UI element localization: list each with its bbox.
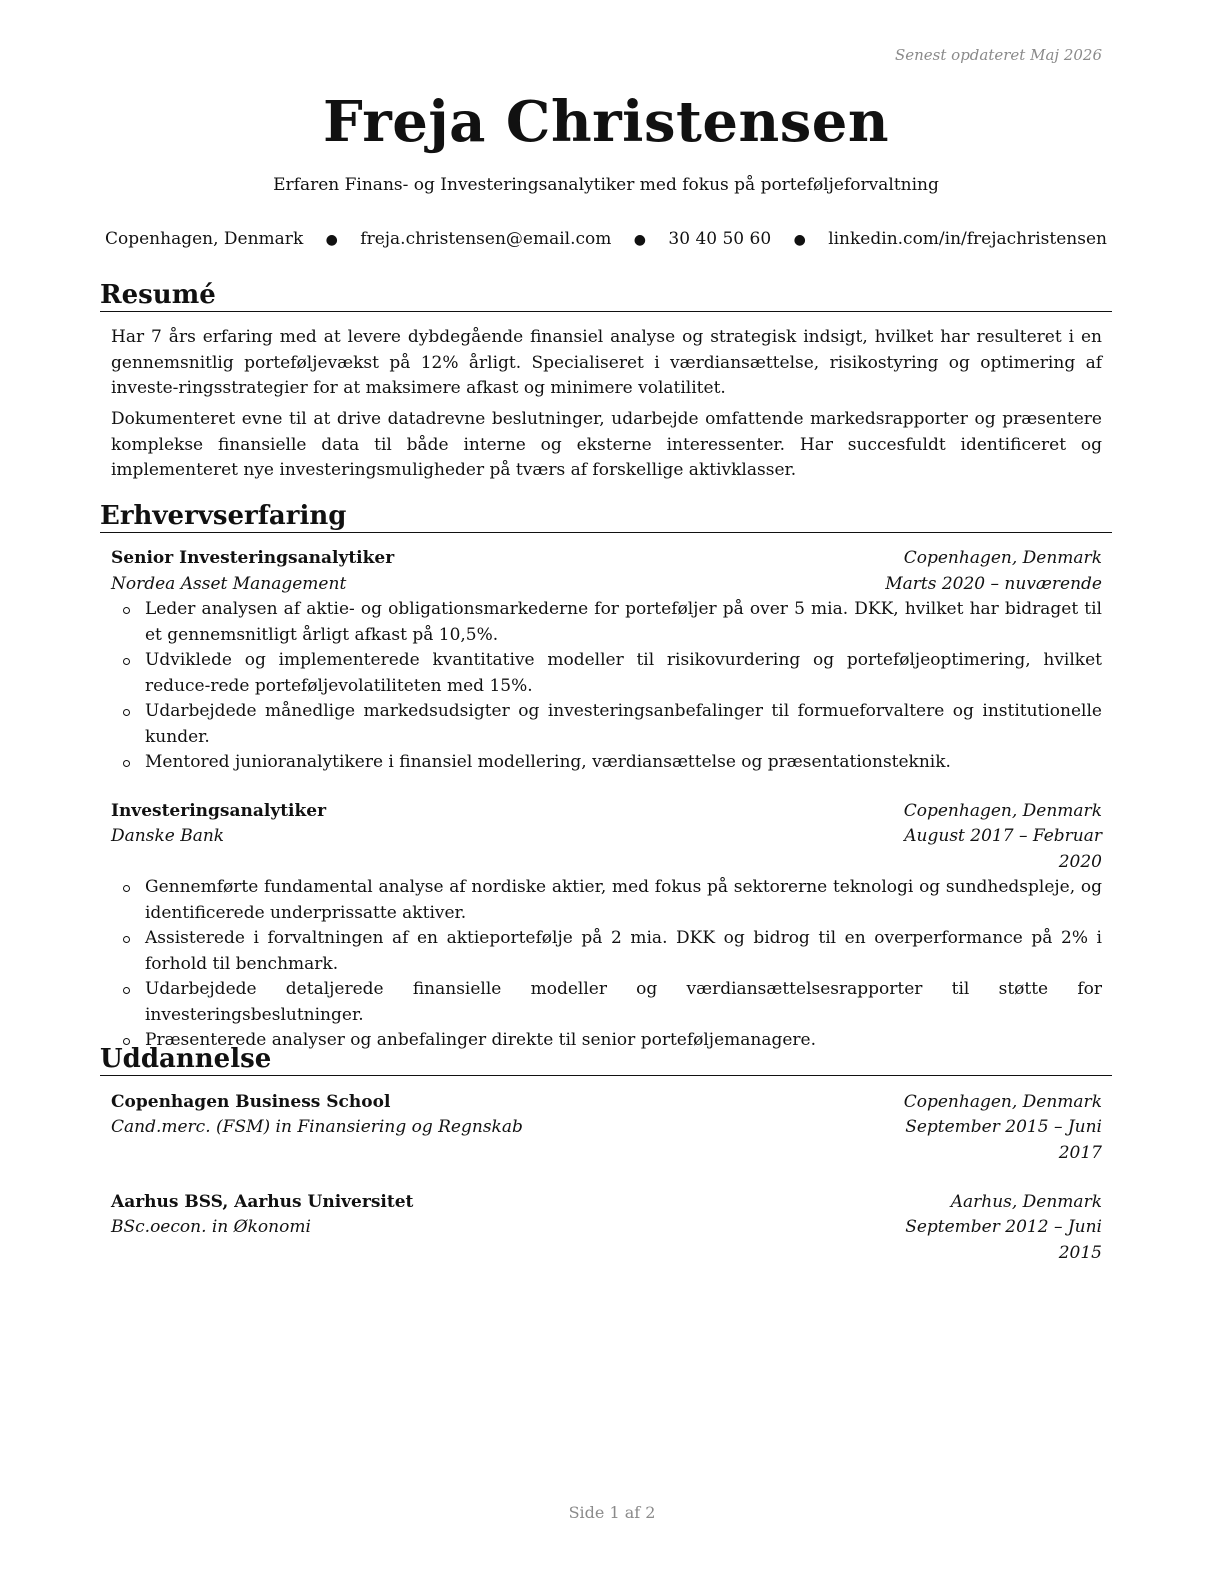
contact-phone: 30 40 50 60 bbox=[668, 229, 772, 249]
person-name: Freja Christensen bbox=[322, 89, 890, 155]
resume-page bbox=[100, 0, 1112, 1584]
circle-bullet-icon bbox=[123, 885, 130, 892]
circle-bullet-icon bbox=[123, 987, 130, 994]
tagline: Erfaren Finans- og Investeringsanalytiker med fokus på porteføljeforvaltning bbox=[273, 175, 939, 195]
list-item: Gennemførte fundamental analyse af nordiske aktier, med fokus på sektorerne teknologi og sundhedspleje, og identificerede underprissatte aktiver. bbox=[111, 875, 1102, 926]
bullet-separator-icon: ● bbox=[633, 232, 646, 248]
summary-paragraph: Dokumenteret evne til at drive datadrevne beslutninger, udarbejde omfattende markedsrapporter og præsentere komplekse finansielle data til både interne og eksterne interessenter. Har succesfuldt identificeret og implementeret nye investeringsmuligheder på tværs af forskellige aktivklasser. bbox=[111, 409, 1102, 480]
job-location: Copenhagen, Denmark bbox=[903, 801, 1102, 821]
section-title-education: Uddannelse bbox=[100, 1043, 1112, 1076]
education-dates: September 2015 – Juni 2017 bbox=[905, 1117, 1102, 1163]
job-dates: August 2017 – Februar 2020 bbox=[904, 826, 1102, 872]
job-location: Copenhagen, Denmark bbox=[903, 548, 1102, 568]
circle-bullet-icon bbox=[123, 936, 130, 943]
bullet-separator-icon: ● bbox=[325, 232, 338, 248]
list-item: Leder analysen af aktie- og obligationsmarkederne for porteføljer på over 5 mia. DKK, hvilket har bidraget til et gennemsnitligt årligt afkast på 10,5%. bbox=[111, 597, 1102, 648]
list-item: Præsenterede analyser og anbefalinger direkte til senior porteføljemanagere. bbox=[111, 1028, 1102, 1054]
last-updated: Senest opdateret Maj 2026 bbox=[894, 46, 1102, 64]
job-role: Investeringsanalytiker bbox=[111, 801, 327, 821]
list-item: Udarbejdede detaljerede finansielle modeller og værdiansættelsesrapporter til støtte for investeringsbeslutninger. bbox=[111, 977, 1102, 1028]
school-name: Aarhus BSS, Aarhus Universitet bbox=[111, 1192, 414, 1212]
school-location: Aarhus, Denmark bbox=[950, 1192, 1102, 1212]
circle-bullet-icon bbox=[123, 658, 130, 665]
circle-bullet-icon bbox=[123, 760, 130, 767]
list-item: Udviklede og implementerede kvantitative modeller til risikovurdering og porteføljeoptimering, hvilket reduce-rede porteføljevolatiliteten med 15%. bbox=[111, 648, 1102, 699]
job-bullets bbox=[111, 597, 1102, 776]
job-role: Senior Investeringsanalytiker bbox=[111, 548, 395, 568]
contact-line bbox=[100, 229, 1112, 249]
job-company: Nordea Asset Management bbox=[111, 574, 347, 594]
contact-location: Copenhagen, Denmark bbox=[105, 229, 304, 249]
school-name: Copenhagen Business School bbox=[111, 1092, 391, 1112]
job-company: Danske Bank bbox=[111, 826, 225, 846]
section-title-experience: Erhvervserfaring bbox=[100, 500, 1112, 533]
list-item: Assisterede i forvaltningen af en aktieportefølje på 2 mia. DKK og bidrog til en overperformance på 2% i forhold til benchmark. bbox=[111, 926, 1102, 977]
degree-name: Cand.merc. (FSM) in Finansiering og Regnskab bbox=[111, 1117, 523, 1137]
circle-bullet-icon bbox=[123, 607, 130, 614]
job-bullets bbox=[111, 875, 1102, 1054]
page-number: Side 1 af 2 bbox=[568, 1503, 656, 1522]
degree-name: BSc.oecon. in Økonomi bbox=[111, 1217, 311, 1237]
list-item: Mentored junioranalytikere i finansiel modellering, værdiansættelse og præsentationsteknik. bbox=[111, 750, 1102, 776]
contact-linkedin[interactable]: linkedin.com/in/frejachristensen bbox=[828, 229, 1107, 249]
summary-paragraph: Har 7 års erfaring med at levere dybdegående finansiel analyse og strategisk indsigt, hvilket har resulteret i en gennemsnitlig porteføljevækst på 12% årligt. Specialiseret i værdiansættelse, risikostyring og optimering af investe-ringsstrategier for at maksimere afkast og minimere volatilitet. bbox=[111, 327, 1102, 398]
job-dates: Marts 2020 – nuværende bbox=[885, 574, 1102, 594]
contact-email[interactable]: freja.christensen@email.com bbox=[360, 229, 612, 249]
section-title-summary: Resumé bbox=[100, 279, 1112, 312]
circle-bullet-icon bbox=[123, 709, 130, 716]
education-dates: September 2012 – Juni 2015 bbox=[905, 1217, 1102, 1263]
bullet-separator-icon: ● bbox=[793, 232, 806, 248]
school-location: Copenhagen, Denmark bbox=[903, 1092, 1102, 1112]
list-item: Udarbejdede månedlige markedsudsigter og investeringsanbefalinger til formueforvaltere og institutionelle kunder. bbox=[111, 699, 1102, 750]
